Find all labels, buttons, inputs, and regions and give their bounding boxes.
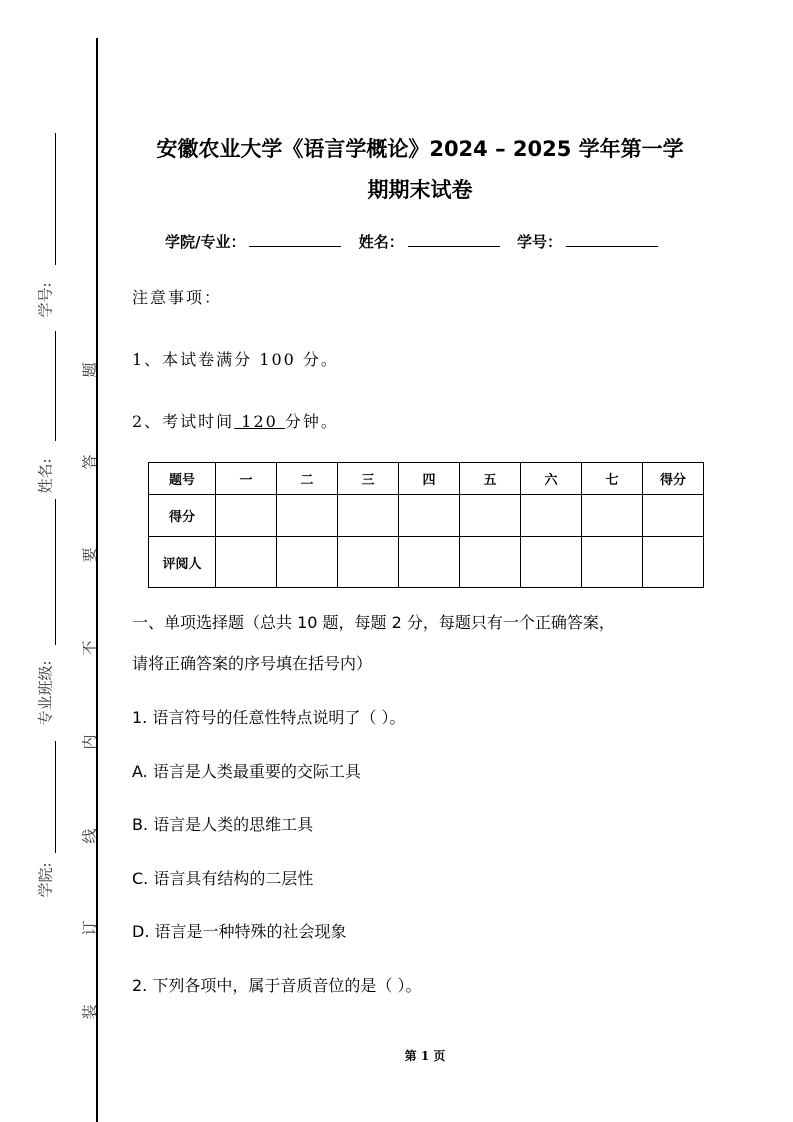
table-header-cell: 六 <box>521 463 582 495</box>
page-number: 第 1 页 <box>404 1049 446 1063</box>
table-header-cell: 四 <box>399 463 460 495</box>
margin-class-label: 专业班级: <box>36 660 55 726</box>
seal-char: 线 <box>80 828 99 844</box>
table-row <box>149 537 704 588</box>
fill-line <box>55 499 56 645</box>
notes-heading: 注意事项： <box>132 288 223 307</box>
table-cell <box>582 537 643 588</box>
table-cell <box>399 495 460 537</box>
fill-line <box>55 331 56 441</box>
fill-line <box>55 741 56 853</box>
seal-char: 不 <box>80 640 99 656</box>
table-cell <box>399 537 460 588</box>
table-header-cell: 二 <box>277 463 338 495</box>
table-header-cell: 得分 <box>643 463 704 495</box>
table-cell <box>277 537 338 588</box>
table-cell <box>521 495 582 537</box>
margin-student-id-label: 学号: <box>36 282 55 318</box>
question-stem: 2. 下列各项中，属于音质音位的是（ ）。 <box>132 976 422 995</box>
table-header-cell: 题号 <box>149 463 216 495</box>
question-stem: 1. 语言符号的任意性特点说明了（ ）。 <box>132 708 406 727</box>
note-item: 1、本试卷满分 100 分。 <box>132 350 339 369</box>
exam-title-line1: 安徽农业大学《语言学概论》2024 – 2025 学年第一学 <box>156 137 684 161</box>
seal-char: 要 <box>80 547 99 563</box>
table-cell <box>216 537 277 588</box>
margin-college-label: 学院: <box>36 862 55 898</box>
student-info-line <box>165 231 670 252</box>
table-header-cell: 五 <box>460 463 521 495</box>
option-b: B. 语言是人类的思维工具 <box>132 815 314 834</box>
fill-line <box>55 133 56 265</box>
option-d: D. 语言是一种特殊的社会现象 <box>132 922 347 941</box>
margin-name-label: 姓名: <box>36 458 55 494</box>
table-cell <box>338 495 399 537</box>
option-a: A. 语言是人类最重要的交际工具 <box>132 762 361 781</box>
table-header-cell: 一 <box>216 463 277 495</box>
table-cell <box>582 495 643 537</box>
score-table <box>148 462 704 588</box>
table-cell <box>521 537 582 588</box>
table-row <box>149 495 704 537</box>
table-cell <box>216 495 277 537</box>
name-field[interactable] <box>408 232 500 247</box>
table-cell <box>277 495 338 537</box>
table-cell <box>643 495 704 537</box>
table-header-cell: 七 <box>582 463 643 495</box>
seal-char: 题 <box>80 362 99 378</box>
seal-char: 装 <box>80 1004 99 1020</box>
id-label: 学号： <box>516 233 562 251</box>
name-label: 姓名： <box>358 233 404 251</box>
seal-char: 内 <box>80 734 99 750</box>
college-label: 学院/专业： <box>165 233 246 251</box>
note-text: 分钟。 <box>284 412 339 431</box>
section-heading: 一、单项选择题（总共 10 题，每题 2 分，每题只有一个正确答案， <box>132 613 615 632</box>
note-item <box>132 409 339 432</box>
seal-char: 订 <box>80 920 99 936</box>
note-text: 2、考试时间 <box>132 412 235 431</box>
seal-char: 答 <box>80 454 99 470</box>
row-label: 评阅人 <box>149 537 216 588</box>
table-header-row <box>149 463 704 495</box>
table-cell <box>643 537 704 588</box>
college-field[interactable] <box>249 232 341 247</box>
section-heading-cont: 请将正确答案的序号填在括号内） <box>132 654 373 673</box>
option-c: C. 语言具有结构的二层性 <box>132 869 314 888</box>
table-cell <box>460 495 521 537</box>
exam-title-line2: 期期末试卷 <box>367 178 473 202</box>
id-field[interactable] <box>566 232 658 247</box>
table-cell <box>460 537 521 588</box>
row-label: 得分 <box>149 495 216 537</box>
table-cell <box>338 537 399 588</box>
exam-duration: 120 <box>234 412 285 431</box>
binding-line <box>96 38 98 1122</box>
table-header-cell: 三 <box>338 463 399 495</box>
